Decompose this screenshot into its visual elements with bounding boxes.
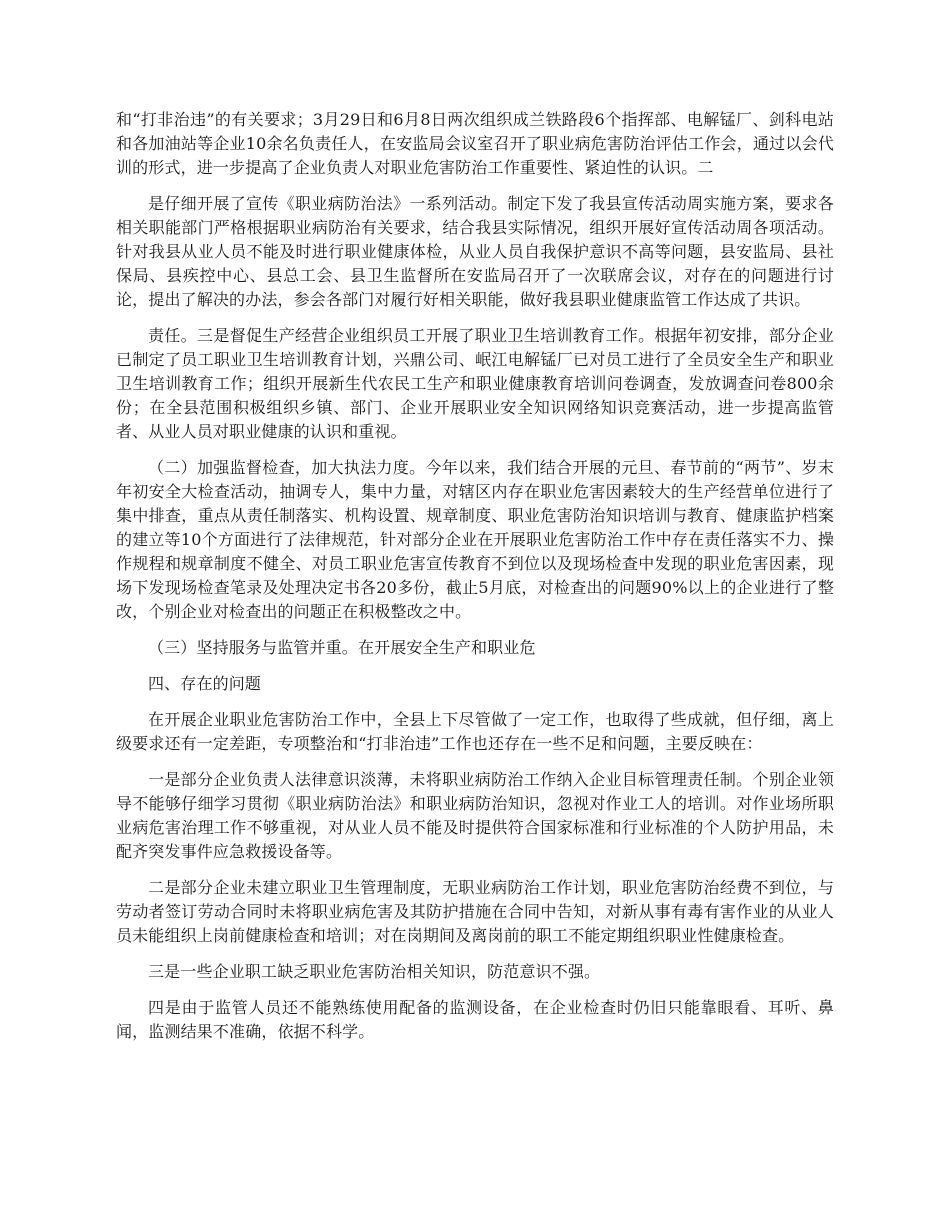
paragraph-inspection: （二）加强监督检查，加大执法力度。今年以来，我们结合开展的元旦、春节前的“两节”、岁末年初安全大检查活动，抽调专人，集中力量，对辖区内存在职业危害因素较大的生产经营单位进行了集中排查，重点从责任制落实、机构设置、规章制度、职业危害防治知识培训与教育、健康监护档案的建立等10个方面进行了法律规范，针对部分企业在开展职业危害防治工作中存在责任落实不力、操作规程和规章制度不健全、对员工职业危害宣传教育不到位以及现场检查中发现的职业危害因素，现场下发现场检查笔录及处理决定书各20多份，截止5月底，对检查出的问题90%以上的企业进行了整改，个别企业对检查出的问题正在积极整改之中。 [116,458,834,621]
paragraph-problems-intro: 在开展企业职业危害防治工作中，全县上下尽管做了一定工作，也取得了些成就，但仔细，离上级要求还有一定差距，专项整治和“打非治违”工作也还存在一些不足和问题，主要反映在： [116,710,834,753]
paragraph-service: （三）坚持服务与监管并重。在开展安全生产和职业危 [148,638,536,657]
paragraph-problem-four: 四是由于监管人员还不能熟练使用配备的监测设备，在企业检查时仍旧只能靠眼看、耳听、鼻闻，监测结果不准确，依据不科学。 [116,998,834,1041]
paragraph-training: 责任。三是督促生产经营企业组织员工开展了职业卫生培训教育工作。根据年初安排，部分企业已制定了员工职业卫生培训教育计划，兴鼎公司、岷江电解锰厂已对员工进行了全员安全生产和职业卫生培训教育工作；组织开展新生代农民工生产和职业健康教育培训问卷调查，发放调查问卷800余份；在全县范围积极组织乡镇、部门、企业开展职业安全知识网络知识竞赛活动，进一步提高监管者、从业人员对职业健康的认识和重视。 [116,326,834,441]
paragraph-problem-three: 三是一些企业职工缺乏职业危害防治相关知识，防范意识不强。 [148,962,601,981]
paragraph-continuation: 和“打非治违”的有关要求；3月29日和6月8日两次组织成兰铁路段6个指挥部、电解锰厂、剑科电站和各加油站等企业10余名负责任人，在安监局会议室召开了职业病危害防治评估工作会，通过以会代训的形式，进一步提高了企业负责人对职业危害防治工作重要性、紧迫性的认识。二 [116,110,834,177]
paragraph-problem-two: 二是部分企业未建立职业卫生管理制度，无职业病防治工作计划，职业危害防治经费不到位，与劳动者签订劳动合同时未将职业病危害及其防护措施在合同中告知，对新从事有毒有害作业的从业人员未能组织上岗前健康检查和培训；对在岗期间及离岗前的职工不能定期组织职业性健康检查。 [116,878,834,945]
paragraph-problem-one: 一是部分企业负责人法律意识淡薄，未将职业病防治工作纳入企业目标管理责任制。个别企业领导不能够仔细学习贯彻《职业病防治法》和职业病防治知识，忽视对作业工人的培训。对作业场所职业病危害治理工作不够重视，对从业人员不能及时提供符合国家标准和行业标准的个人防护用品，未配齐突发事件应急救援设备等。 [116,770,834,861]
section-heading-problems: 四、存在的问题 [148,674,262,693]
paragraph-publicity: 是仔细开展了宣传《职业病防治法》一系列活动。制定下发了我县宣传活动周实施方案，要求各相关职能部门严格根据职业病防治有关要求，结合我县实际情况，组织开展好宣传活动周各项活动。针对我县从业人员不能及时进行职业健康体检，从业人员自我保护意识不高等问题，县安监局、县社保局、县疾控中心、县总工会、县卫生监督所在安监局召开了一次联席会议，对存在的问题进行讨论，提出了解决的办法，参会各部门对履行好相关职能，做好我县职业健康监管工作达成了共识。 [116,194,834,309]
